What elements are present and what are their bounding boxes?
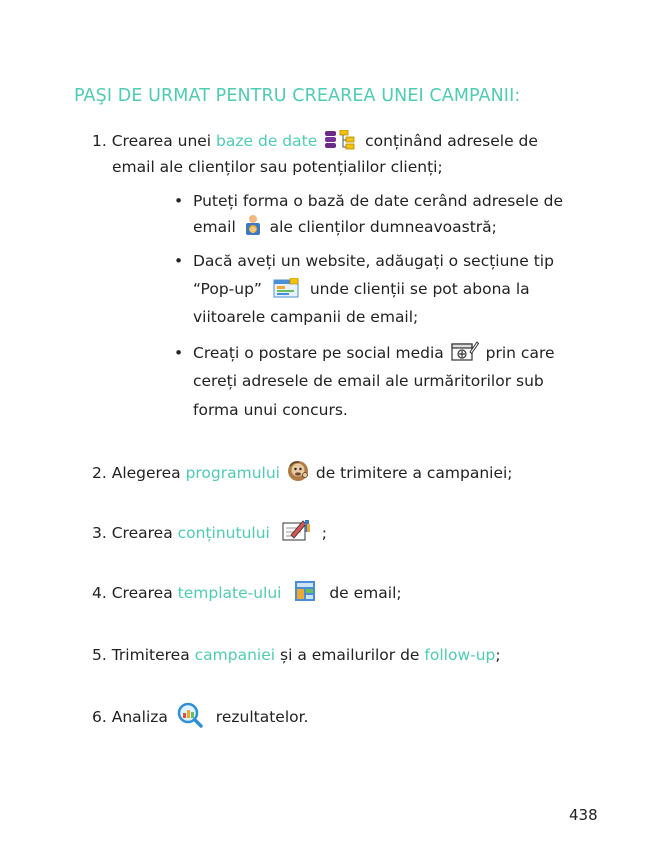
bullet-2-line-2 xyxy=(193,276,530,306)
bullet-dot: • xyxy=(174,344,184,362)
step-5-text-b: și a emailurilor de xyxy=(280,646,420,664)
step-2-number: 2. xyxy=(92,464,107,482)
bullet-2-line-3: viitoarele campanii de email; xyxy=(193,308,419,326)
bullet-1-text-a: email xyxy=(193,218,236,236)
step-5-highlight-2: follow-up xyxy=(424,646,496,664)
step-1-highlight: baze de date xyxy=(216,132,318,150)
step-5-text-c: ; xyxy=(495,646,501,664)
step-4-text-b: de email; xyxy=(329,584,402,602)
analysis-magnifier-icon xyxy=(177,702,203,736)
template-icon xyxy=(294,580,316,610)
social-post-icon xyxy=(451,340,479,370)
step-2-highlight: programului xyxy=(185,464,280,482)
email-user-icon xyxy=(243,214,263,244)
bullet-3-line-2: cereți adresele de email ale urmăritorilor sub xyxy=(193,372,544,390)
step-3 xyxy=(92,518,327,550)
step-2-text-a: Alegerea xyxy=(111,464,181,482)
page-number: 438 xyxy=(569,806,598,824)
bullet-2-line-1: Dacă aveți un website, adăugați o secțiune tip xyxy=(193,252,554,270)
step-2 xyxy=(92,460,513,490)
step-3-text-a: Crearea xyxy=(111,524,173,542)
step-1-text-a: Crearea unei xyxy=(111,132,212,150)
svg-text:@: @ xyxy=(249,226,256,234)
bullet-2-text-b: unde clienții se pot abona la xyxy=(309,280,530,298)
bullet-1-text-b: ale clienților dumneavoastră; xyxy=(269,218,497,236)
step-2-text-b: de trimitere a campaniei; xyxy=(315,464,513,482)
step-4 xyxy=(92,580,402,610)
bullet-3-text-a: Creați o postare pe social media xyxy=(193,344,444,362)
bullet-1-line-1: Puteți forma o bază de date cerând adresele de xyxy=(193,192,564,210)
section-heading: PAŞI DE URMAT PENTRU CREAREA UNEI CAMPANII: xyxy=(74,86,521,106)
step-6-text-b: rezultatelor. xyxy=(215,708,309,726)
step-5 xyxy=(92,642,501,668)
step-4-text-a: Crearea xyxy=(111,584,173,602)
step-3-number: 3. xyxy=(92,524,107,542)
bullet-2-text-a: “Pop-up” xyxy=(193,280,262,298)
step-1-number: 1. xyxy=(92,132,107,150)
step-3-highlight: conținutului xyxy=(177,524,270,542)
bullet-1-line-2 xyxy=(193,214,497,244)
bullet-dot: • xyxy=(174,192,184,210)
step-1-line-2: email ale clienților sau potențialilor clienți; xyxy=(112,158,443,176)
step-4-highlight: template-ului xyxy=(177,584,282,602)
step-6-number: 6. xyxy=(92,708,107,726)
step-3-text-b: ; xyxy=(321,524,327,542)
popup-window-icon xyxy=(273,278,299,306)
bullet-dot: • xyxy=(174,252,184,270)
step-4-number: 4. xyxy=(92,584,107,602)
step-6-text-a: Analiza xyxy=(111,708,168,726)
bullet-3-line-1 xyxy=(193,340,555,370)
step-1-text-b: conținând adresele de xyxy=(365,132,538,150)
step-5-number: 5. xyxy=(92,646,107,664)
bullet-3-line-3: forma unui concurs. xyxy=(193,401,348,419)
step-5-highlight-1: campaniei xyxy=(194,646,276,664)
step-5-text-a: Trimiterea xyxy=(111,646,190,664)
mailchimp-icon xyxy=(287,460,309,490)
bullet-3-text-b: prin care xyxy=(485,344,555,362)
step-6 xyxy=(92,702,309,736)
content-edit-icon xyxy=(281,518,311,550)
